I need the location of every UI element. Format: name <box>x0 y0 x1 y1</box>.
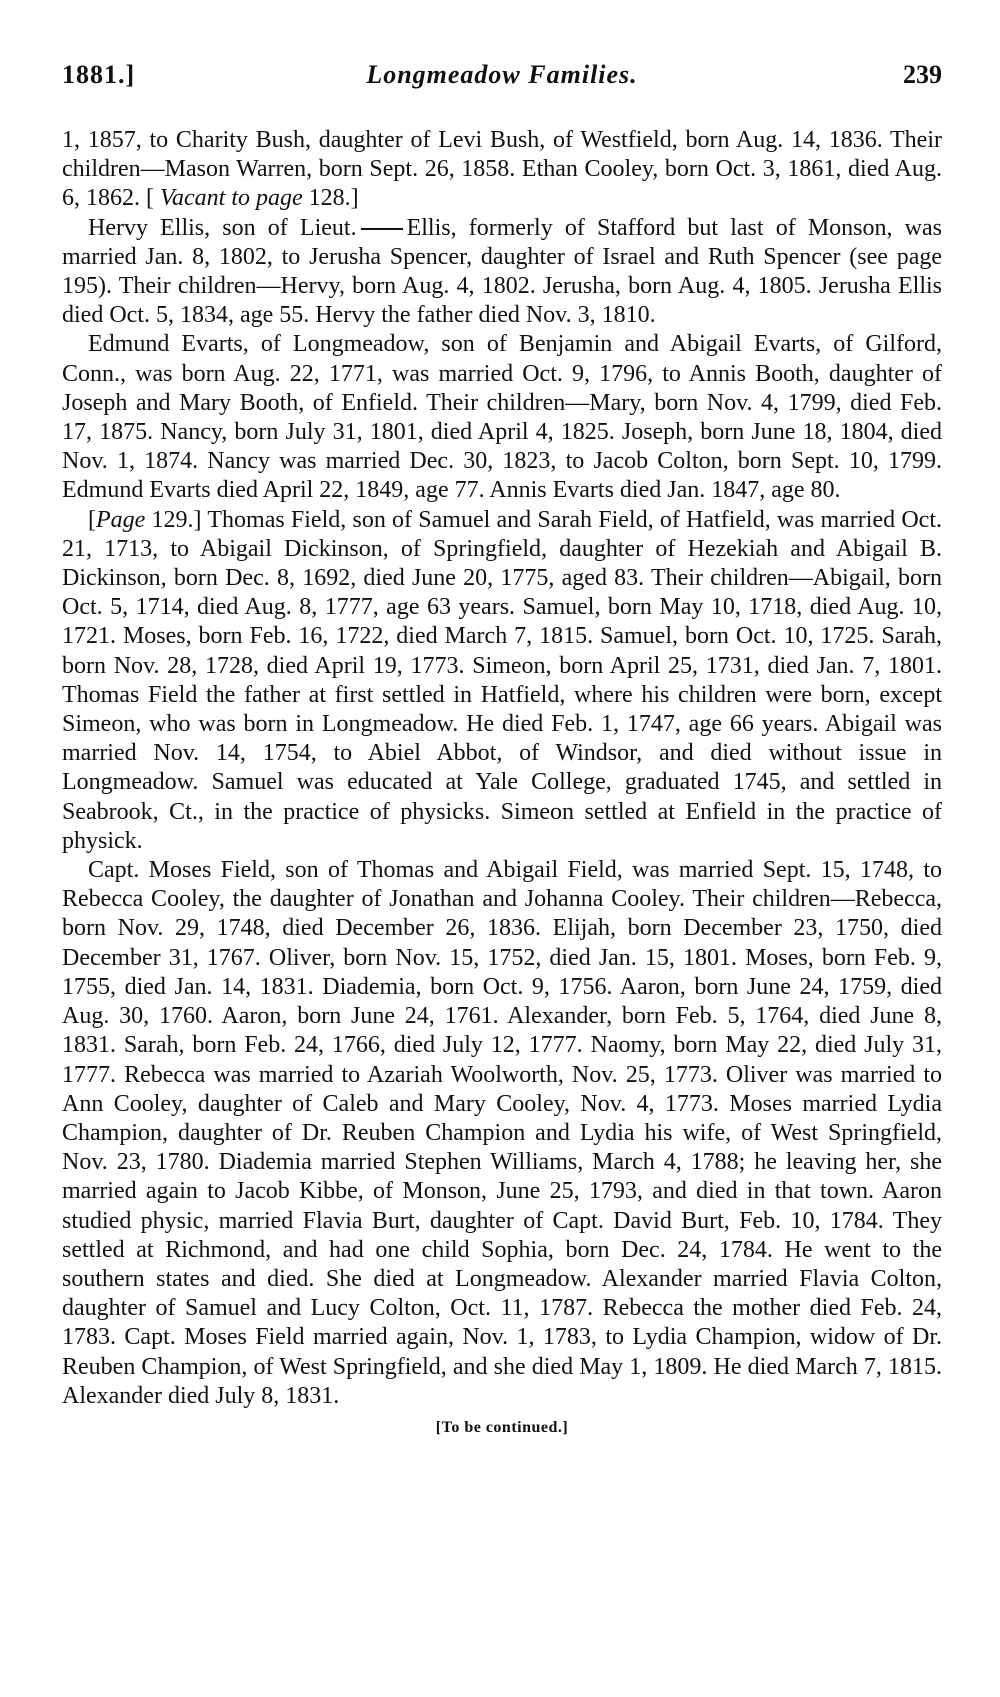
continued-note: [To be continued.] <box>435 1418 569 1436</box>
bracket-open: [ <box>146 185 154 212</box>
paragraph-evarts <box>62 330 942 505</box>
paragraph-text: Edmund Evarts, of Longmeadow, son of Benjamin and Abigail Evarts, of Gilford, Conn., was born Aug. 22, 1771, was married Oct. 9, 1796, to Annis Booth, daughter of Joseph and Mary Booth, of Enfield. Their children—Mary, born Nov. 4, 1799, died Feb. 17, 1875. Nancy, born July 31, 1801, died April 4, 1825. Joseph, born June 18, 1804, died Nov. 1, 1874. Nancy was married Dec. 30, 1823, to Jacob Colton, born Sept. 10, 1799. Edmund Evarts died April 22, 1849, age 77. Annis Evarts died Jan. 1847, age 80. <box>62 331 942 504</box>
paragraph-text: Ellis, formerly of Stafford but last of Monson, was married Jan. 8, 1802, to Jerusha Spencer, daughter of Israel and Ruth Spencer (see page 195). Their children—Hervy, born Aug. 4, 1802. Jerusha, born Aug. 4, 1805. Jerusha Ellis died Oct. 5, 1834, age 55. Hervy the father died Nov. 3, 1810. <box>62 214 942 329</box>
paragraph-bush-continued <box>62 126 942 214</box>
paragraph-thomas-field <box>62 506 942 856</box>
page-reference-number: 128.] <box>308 185 359 212</box>
document-page <box>62 40 942 1437</box>
page-number: 239 <box>903 60 942 89</box>
paragraph-ellis <box>62 214 942 331</box>
header-title: Longmeadow Families. <box>366 60 638 89</box>
bracket-open: [ <box>88 506 96 533</box>
paragraph-text: Hervy Ellis, son of Lieut. <box>88 214 357 241</box>
name-omission-rule <box>361 228 403 230</box>
running-header <box>62 40 942 90</box>
page-reference: Page <box>96 506 146 533</box>
page-body <box>62 126 942 1411</box>
paragraph-text: 1, 1857, to Charity Bush, daughter of Levi Bush, of Westfield, born Aug. 14, 1836. Their children—Mason Warren, born Sept. 26, 1858. Ethan Cooley, born Oct. 3, 1861, died Aug. 6, 1862. <box>62 127 942 212</box>
header-year: 1881.] <box>62 60 136 89</box>
paragraph-text: Thomas Field, son of Samuel and Sarah Field, of Hatfield, was married Oct. 21, 1713, to Abigail Dickinson, of Springfield, daughter of Hezekiah and Abigail B. Dickinson, born Dec. 8, 1692, died June 20, 1775, aged 83. Their children—Abigail, born Oct. 5, 1714, died Aug. 8, 1777, age 63 years. Samuel, born May 10, 1718, died Aug. 10, 1721. Moses, born Feb. 16, 1722, died March 7, 1815. Samuel, born Oct. 10, 1725. Sarah, born Nov. 28, 1728, died April 19, 1773. Simeon, born April 25, 1731, died Jan. 7, 1801. Thomas Field the father at first settled in Hatfield, where his children were born, except Simeon, who was born in Longmeadow. He died Feb. 1, 1747, age 66 years. Abigail was married Nov. 14, 1754, to Abiel Abbot, of Windsor, and died without issue in Longmeadow. Samuel was educated at Yale College, graduated 1745, and settled in Seabrook, Ct., in the practice of physicks. Simeon settled at Enfield in the practice of physick. <box>62 506 942 854</box>
page-reference-number: 129.] <box>151 506 202 533</box>
paragraph-text: Capt. Moses Field, son of Thomas and Abigail Field, was married Sept. 15, 1748, to Rebecca Cooley, the daughter of Jonathan and Johanna Cooley. Their children—Rebecca, born Nov. 29, 1748, died December 26, 1836. Elijah, born December 23, 1750, died December 31, 1767. Oliver, born Nov. 15, 1752, died Jan. 15, 1801. Moses, born Feb. 9, 1755, died Jan. 14, 1831. Diademia, born Oct. 9, 1756. Aaron, born June 24, 1759, died Aug. 30, 1760. Aaron, born June 24, 1761. Alexander, born Feb. 5, 1764, died June 8, 1831. Sarah, born Feb. 24, 1766, died July 12, 1777. Naomy, born May 22, died July 31, 1777. Rebecca was married to Azariah Woolworth, Nov. 25, 1773. Oliver was married to Ann Cooley, daughter of Caleb and Mary Cooley, Nov. 4, 1773. Moses married Lydia Champion, daughter of Dr. Reuben Champion and Lydia his wife, of West Springfield, Nov. 23, 1780. Diademia married Stephen Williams, March 4, 1788; he leaving her, she married again to Jacob Kibbe, of Monson, June 25, 1793, and died in that town. Aaron studied physic, married Flavia Burt, daughter of Capt. David Burt, Feb. 10, 1784. They settled at Richmond, and had one child Sophia, born Dec. 24, 1784. He went to the southern states and died. She died at Longmeadow. Alexander married Flavia Colton, daughter of Samuel and Lucy Colton, Oct. 11, 1787. Rebecca the mother died Feb. 24, 1783. Capt. Moses Field married again, Nov. 1, 1783, to Lydia Champion, widow of Dr. Reuben Champion, of West Springfield, and she died May 1, 1809. He died March 7, 1815. Alexander died July 8, 1831. <box>62 857 942 1409</box>
page-reference: Vacant to page <box>160 185 303 212</box>
paragraph-moses-field <box>62 856 942 1411</box>
